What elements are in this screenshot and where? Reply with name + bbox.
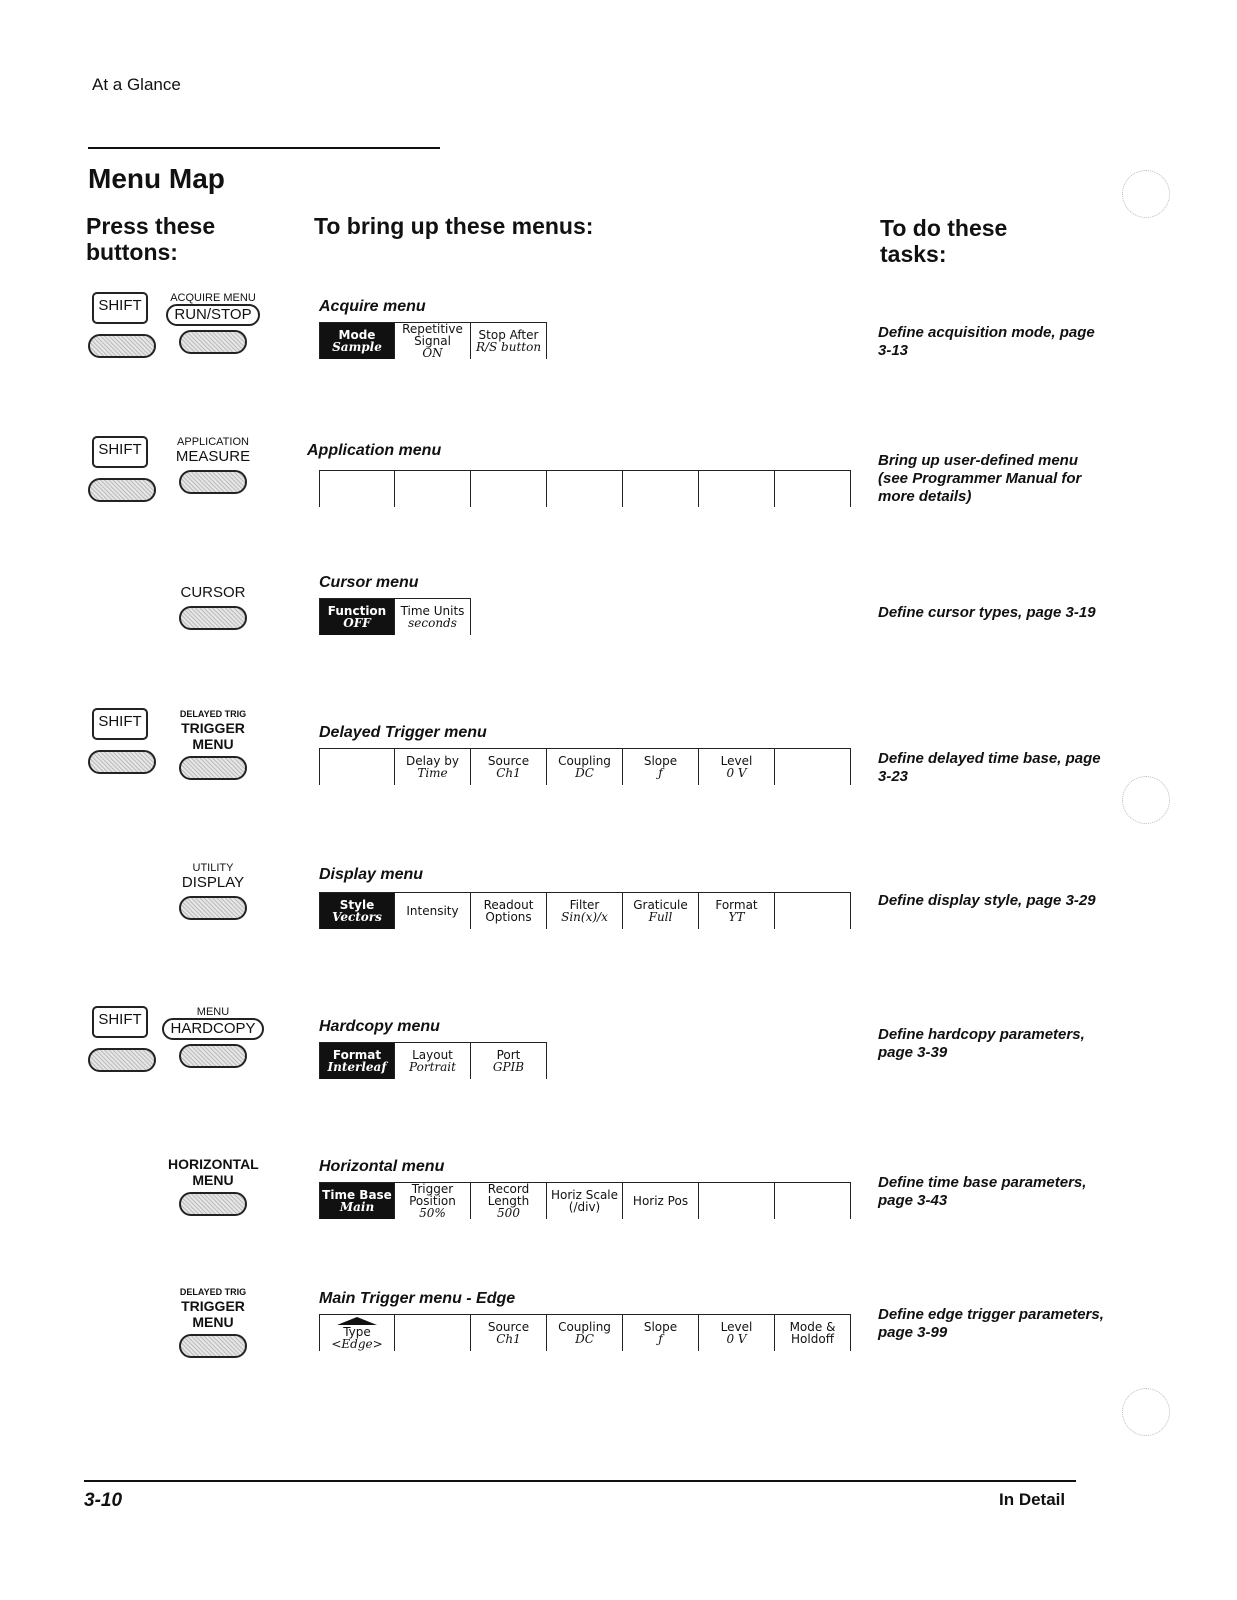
button-shift-function-label: DELAYED TRIG — [179, 709, 247, 719]
button-key[interactable] — [179, 1044, 247, 1068]
menu-bar — [319, 892, 851, 929]
menu-item-label: Source — [487, 1320, 530, 1334]
menu-item[interactable] — [699, 749, 775, 785]
menu-title: Hardcopy menu — [319, 1018, 440, 1035]
button-shift-function-label: DELAYED TRIG — [179, 1287, 247, 1297]
menu-item-label: Delay by — [406, 754, 459, 768]
menu-item[interactable] — [547, 471, 623, 507]
menu-item-label: Mode — [338, 328, 376, 342]
menu-item[interactable] — [623, 893, 699, 929]
footer-section: In Detail — [999, 1490, 1066, 1509]
task-description: Bring up user-defined menu (see Programmer Manual for more details) — [878, 452, 1082, 505]
button-key[interactable] — [179, 756, 247, 780]
pop-up-arrow-icon — [337, 1317, 377, 1325]
shift-button-label: SHIFT — [92, 1006, 148, 1038]
menu-item-value: Ch1 — [496, 1332, 521, 1346]
menu-item-label: Level — [720, 1320, 753, 1334]
button-shift-function-label: MENU — [196, 1006, 230, 1018]
menu-item[interactable] — [623, 1315, 699, 1351]
shift-button-label: SHIFT — [92, 436, 148, 468]
front-panel-button[interactable] — [160, 1156, 266, 1216]
menu-item-value: 50% — [419, 1206, 446, 1220]
menu-item-value: R/S button — [475, 340, 542, 354]
menu-bar — [319, 322, 547, 359]
button-shift-function-label: ACQUIRE MENU — [170, 292, 256, 304]
menu-item[interactable] — [471, 1183, 547, 1219]
menu-item[interactable] — [623, 749, 699, 785]
menu-item[interactable] — [319, 1043, 395, 1079]
button-label: TRIGGER MENU — [181, 1298, 245, 1330]
menu-item[interactable] — [471, 323, 547, 359]
front-panel-button[interactable] — [160, 584, 266, 630]
menu-item-value: DC — [575, 1332, 594, 1346]
button-key[interactable] — [179, 1192, 247, 1216]
menu-item-value: Sin(x)/x — [561, 910, 608, 924]
menu-item-value: GPIB — [492, 1060, 525, 1074]
menu-item-label: Time Units — [400, 604, 465, 618]
menu-item[interactable] — [623, 471, 699, 507]
menu-item[interactable] — [395, 749, 471, 785]
menu-title: Cursor menu — [319, 574, 419, 591]
menu-item[interactable] — [395, 1315, 471, 1351]
button-key[interactable] — [179, 1334, 247, 1358]
menu-item[interactable] — [699, 1183, 775, 1219]
column-heading-buttons: Press these buttons: — [86, 213, 216, 265]
menu-bar — [319, 1042, 547, 1079]
menu-item[interactable] — [547, 749, 623, 785]
menu-item-label: Horiz Pos — [632, 1194, 689, 1208]
menu-item[interactable] — [471, 471, 547, 507]
menu-item[interactable] — [395, 471, 471, 507]
button-key[interactable] — [179, 606, 247, 630]
shift-button-key[interactable] — [88, 1048, 156, 1072]
button-label: MEASURE — [175, 448, 251, 465]
button-key[interactable] — [179, 896, 247, 920]
menu-item[interactable] — [547, 1315, 623, 1351]
menu-item-label: Horiz Scale (/div) — [550, 1188, 619, 1214]
menu-item[interactable] — [471, 893, 547, 929]
menu-item-value: Ch1 — [496, 766, 521, 780]
menu-item-label: Source — [487, 754, 530, 768]
shift-button-key[interactable] — [88, 750, 156, 774]
menu-item-label: Stop After — [478, 328, 539, 342]
menu-item-value: ƒ — [658, 766, 663, 780]
menu-item-label: Coupling — [558, 1320, 611, 1334]
column-heading-tasks: To do these tasks: — [880, 215, 1008, 267]
menu-item-value: Main — [339, 1200, 375, 1214]
menu-item-label: Slope — [643, 1320, 678, 1334]
menu-item-value: ON — [422, 346, 443, 360]
menu-item-value: ƒ — [658, 1332, 663, 1346]
menu-item-value: <Edge> — [331, 1336, 383, 1351]
button-label: CURSOR — [180, 584, 246, 601]
menu-item-value: YT — [728, 910, 745, 924]
menu-item-value: Sample — [332, 340, 382, 354]
button-shift-function-label: APPLICATION — [177, 436, 249, 448]
menu-item[interactable] — [471, 1315, 547, 1351]
binder-hole — [1122, 776, 1170, 824]
button-label: HARDCOPY — [162, 1018, 263, 1040]
button-label: RUN/STOP — [166, 304, 259, 326]
menu-title: Display menu — [319, 866, 424, 883]
menu-item[interactable] — [319, 1315, 395, 1351]
button-key[interactable] — [179, 330, 247, 354]
menu-item-label: Mode & Holdoff — [789, 1320, 836, 1346]
menu-item-value: Interleaf — [327, 1060, 387, 1074]
menu-item[interactable] — [699, 1315, 775, 1351]
menu-bar — [319, 598, 471, 635]
page-title: Menu Map — [88, 163, 225, 194]
footer-rule — [84, 1480, 1076, 1482]
header-rule — [88, 147, 440, 149]
menu-item-value: OFF — [343, 616, 371, 630]
menu-item-label: Trigger Position — [409, 1182, 456, 1208]
binder-hole — [1122, 170, 1170, 218]
shift-button-label: SHIFT — [92, 708, 148, 740]
front-panel-button[interactable] — [160, 436, 266, 494]
menu-item-label: Layout — [412, 1048, 453, 1062]
running-header: At a Glance — [92, 75, 181, 94]
menu-item[interactable] — [319, 1183, 395, 1219]
menu-item-label: Level — [720, 754, 753, 768]
menu-item-label: Record Length — [487, 1182, 530, 1208]
task-description: Define edge trigger parameters, page 3-99 — [878, 1306, 1104, 1341]
binder-hole — [1122, 1388, 1170, 1436]
front-panel-button[interactable] — [160, 1286, 266, 1358]
menu-item[interactable] — [471, 1043, 547, 1079]
menu-item-label: Port — [496, 1048, 521, 1062]
menu-item-label: Type — [343, 1324, 371, 1339]
menu-item[interactable] — [395, 893, 471, 929]
menu-item-value: seconds — [408, 616, 457, 630]
task-description: Define time base parameters, page 3-43 — [878, 1174, 1087, 1209]
menu-bar — [319, 748, 851, 785]
menu-bar — [319, 470, 851, 507]
menu-title: Main Trigger menu - Edge — [319, 1290, 516, 1307]
task-description: Define hardcopy parameters, page 3-39 — [878, 1026, 1085, 1061]
menu-item[interactable] — [395, 599, 471, 635]
button-shift-function-label: UTILITY — [192, 862, 234, 874]
menu-item[interactable] — [319, 599, 395, 635]
menu-item-value: 0 V — [726, 766, 747, 780]
menu-item-value: 500 — [497, 1206, 520, 1220]
button-key[interactable] — [179, 470, 247, 494]
button-label: TRIGGER MENU — [181, 720, 245, 752]
menu-item[interactable] — [775, 1315, 851, 1351]
menu-item-label: Format — [715, 898, 758, 912]
menu-item[interactable] — [547, 1183, 623, 1219]
menu-item[interactable] — [319, 323, 395, 359]
menu-item-value: 0 V — [726, 1332, 747, 1346]
button-label: DISPLAY — [181, 874, 245, 891]
menu-item-value: Portrait — [409, 1060, 456, 1074]
menu-title: Delayed Trigger menu — [319, 724, 487, 741]
shift-button-key[interactable] — [88, 478, 156, 502]
menu-item-label: Coupling — [558, 754, 611, 768]
menu-item-label: Slope — [643, 754, 678, 768]
menu-item[interactable] — [319, 471, 395, 507]
menu-item-value: Vectors — [332, 910, 382, 924]
menu-item-label: Filter — [569, 898, 600, 912]
menu-item[interactable] — [623, 1183, 699, 1219]
menu-item[interactable] — [319, 893, 395, 929]
menu-item[interactable] — [775, 749, 851, 785]
front-panel-button[interactable] — [160, 862, 266, 920]
menu-item[interactable] — [775, 1183, 851, 1219]
front-panel-button[interactable] — [160, 1006, 266, 1068]
menu-title: Acquire menu — [319, 298, 426, 315]
button-label: HORIZONTAL MENU — [168, 1156, 259, 1188]
task-description: Define cursor types, page 3-19 — [878, 604, 1096, 621]
column-heading-menus: To bring up these menus: — [314, 213, 594, 239]
menu-item[interactable] — [547, 893, 623, 929]
page-number: 3-10 — [84, 1490, 123, 1511]
menu-item-value: Full — [648, 910, 673, 924]
menu-item[interactable] — [699, 893, 775, 929]
menu-item[interactable] — [471, 749, 547, 785]
menu-item-label: Graticule — [633, 898, 688, 912]
menu-title: Horizontal menu — [319, 1158, 445, 1175]
shift-button-key[interactable] — [88, 334, 156, 358]
menu-item[interactable] — [395, 1043, 471, 1079]
menu-item-label: Format — [332, 1048, 382, 1062]
menu-item[interactable] — [395, 1183, 471, 1219]
menu-title: Application menu — [307, 442, 442, 459]
menu-item-value: DC — [575, 766, 594, 780]
menu-item[interactable] — [775, 471, 851, 507]
shift-button-label: SHIFT — [92, 292, 148, 324]
menu-item-label: Function — [327, 604, 387, 618]
menu-item[interactable] — [775, 893, 851, 929]
menu-bar — [319, 1314, 851, 1351]
menu-item-value: Time — [417, 766, 448, 780]
menu-item-label: Time Base — [322, 1188, 392, 1202]
front-panel-button[interactable] — [160, 708, 266, 780]
menu-bar — [319, 1182, 851, 1219]
menu-item-label: Style — [339, 898, 375, 912]
menu-item[interactable] — [319, 749, 395, 785]
front-panel-button[interactable] — [160, 292, 266, 354]
task-description: Define delayed time base, page 3-23 — [878, 750, 1101, 785]
menu-item[interactable] — [395, 323, 471, 359]
menu-item-label: Repetitive Signal — [402, 322, 463, 348]
task-description: Define acquisition mode, page 3-13 — [878, 324, 1095, 359]
menu-item[interactable] — [699, 471, 775, 507]
menu-item-label: Intensity — [406, 904, 459, 918]
menu-item-label: Readout Options — [483, 898, 534, 924]
task-description: Define display style, page 3-29 — [878, 892, 1096, 909]
